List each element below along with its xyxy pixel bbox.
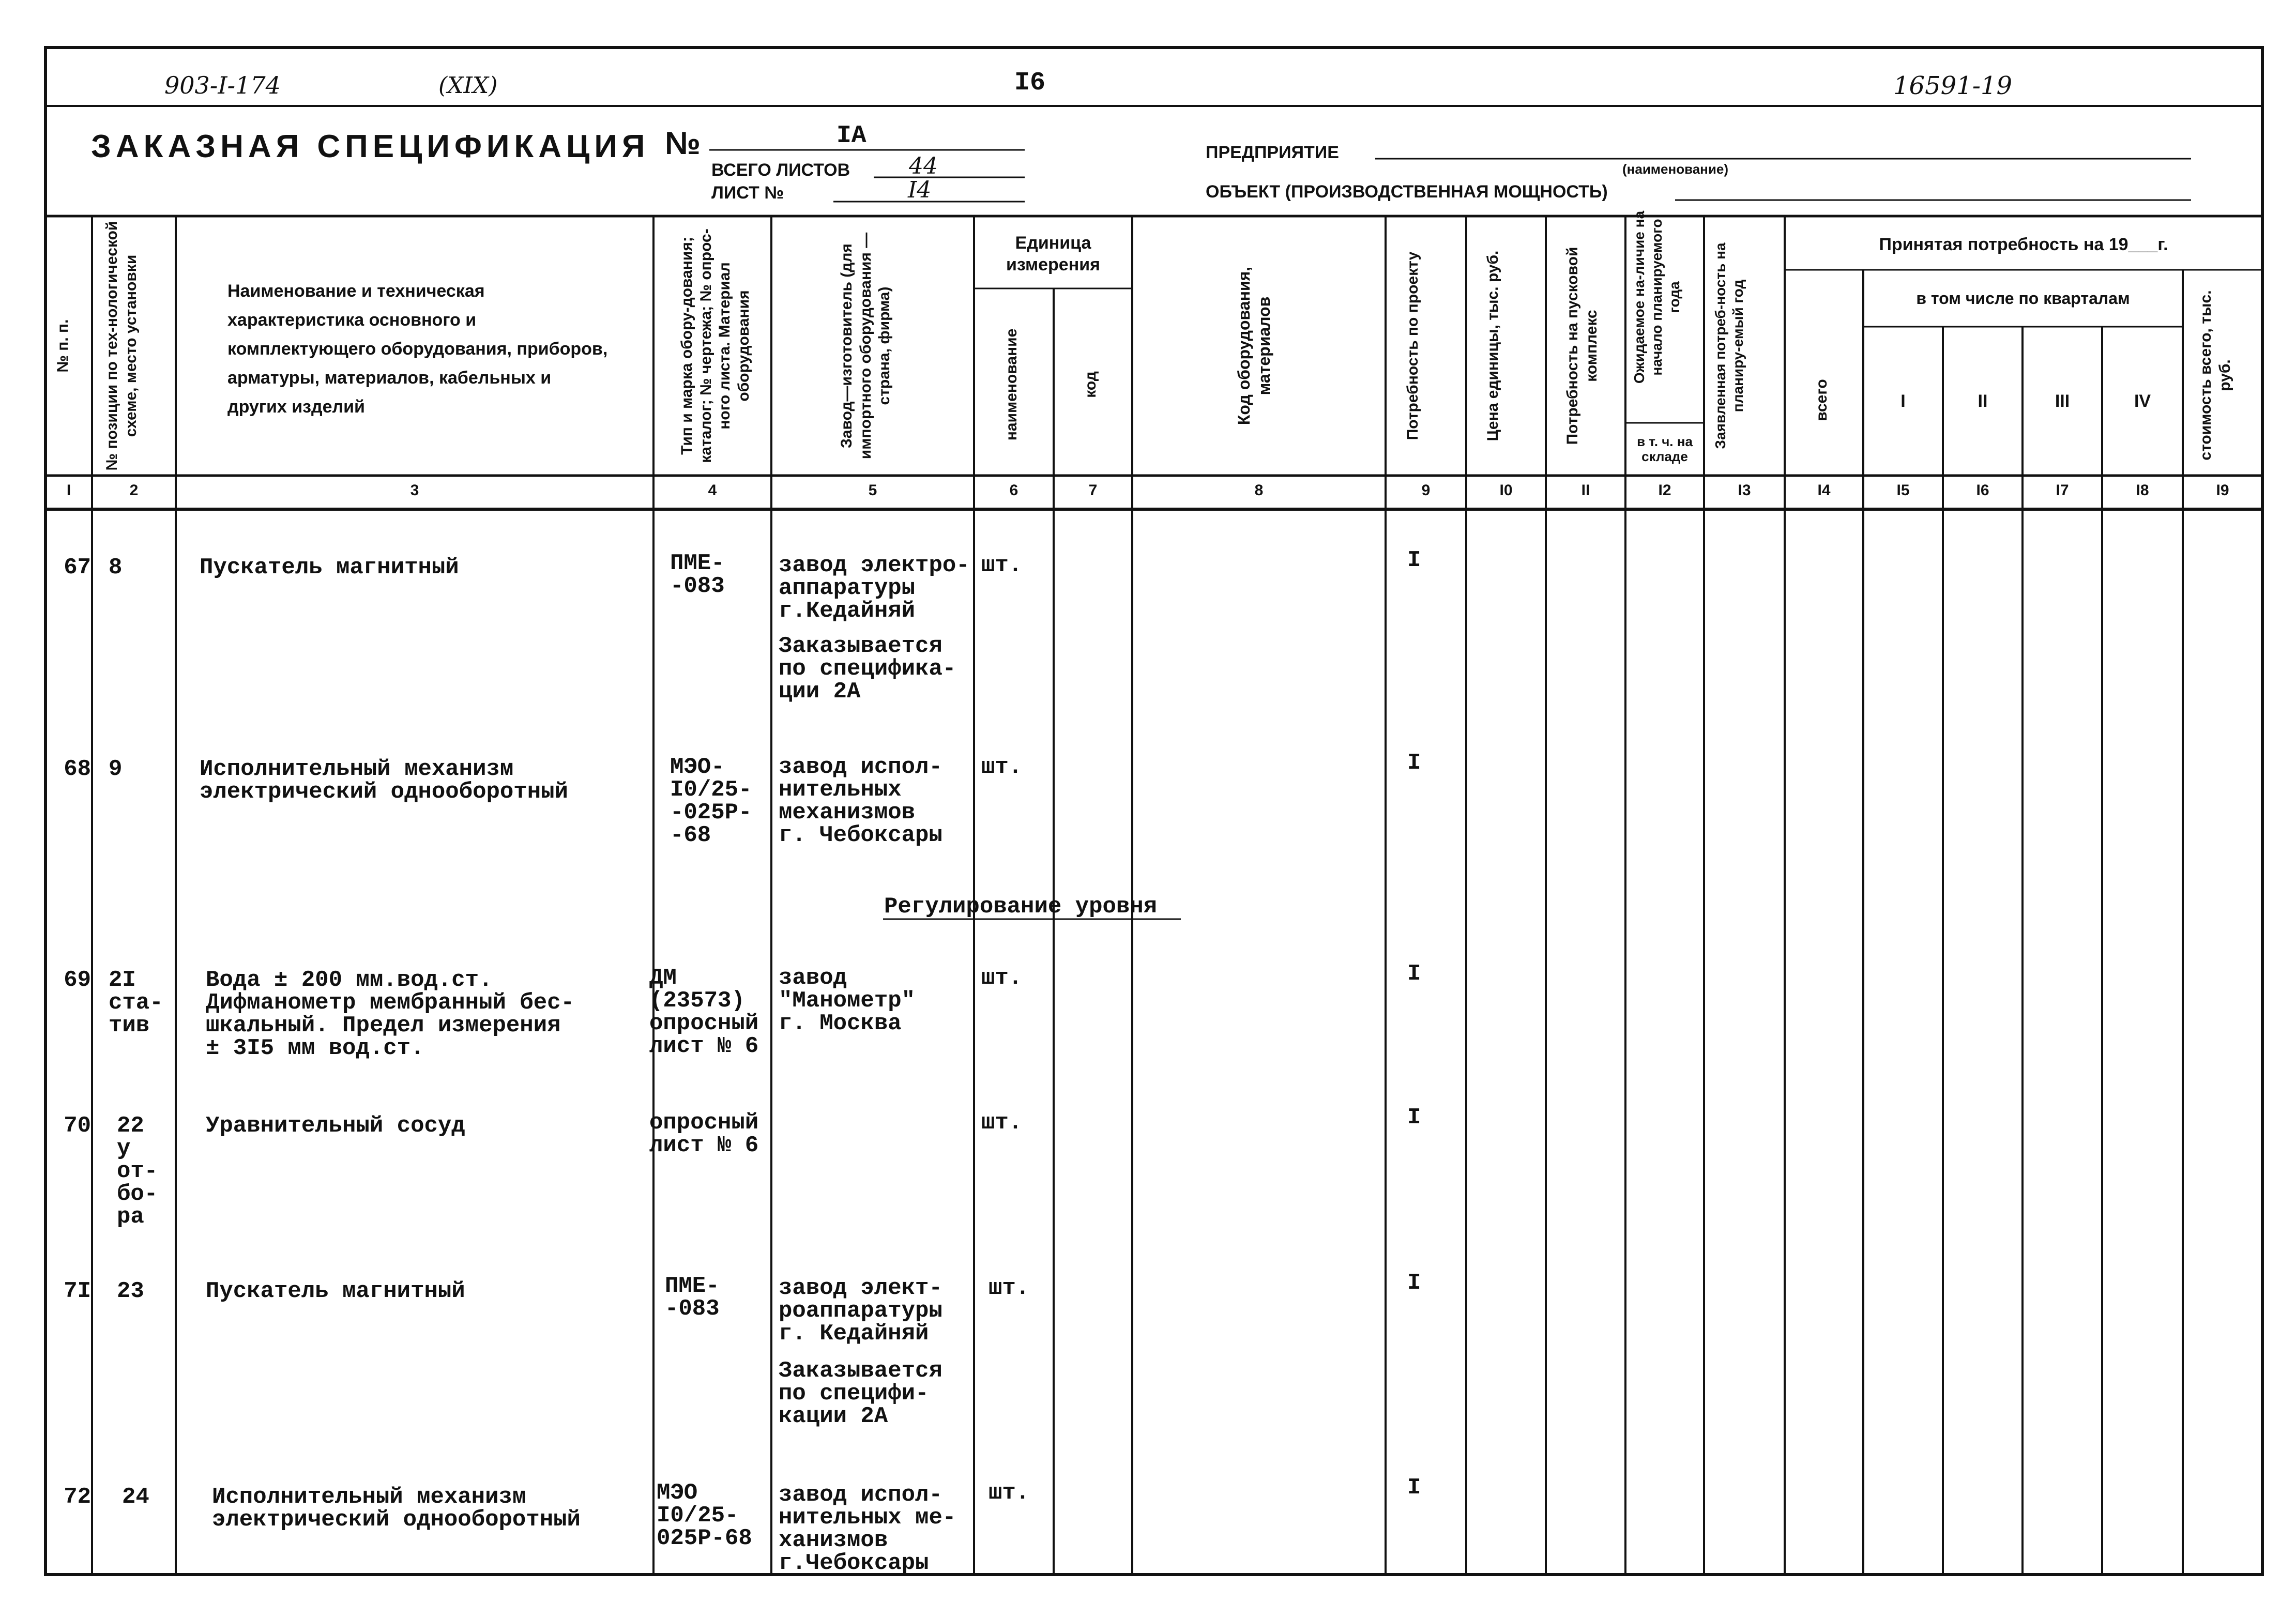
header-col-7: код [1082, 371, 1099, 398]
colnum-16: I6 [1976, 482, 1989, 499]
section-title: Регулирование уровня [884, 894, 1158, 920]
row-number: 67 [64, 555, 91, 581]
row-unit: шт. [981, 1110, 1023, 1136]
row-quantity: I [1407, 547, 1421, 573]
row-type: ДМ (23573) опросный лист № 6 [649, 965, 759, 1059]
row-type: ПМЕ- -083 [665, 1273, 720, 1322]
row-name: Вода ± 200 мм.вод.ст. Дифманометр мембранный бес- шкальный. Предел измерения ± 3I5 мм вод.ст. [206, 967, 574, 1061]
row-maker: завод испол- нительных ме- ханизмов г.Чебоксары [779, 1482, 956, 1576]
header-col-12-sub: в т. ч. на складе [1637, 434, 1693, 464]
colnum-12: I2 [1658, 482, 1671, 499]
document-title: ЗАКАЗНАЯ СПЕЦИФИКАЦИЯ [91, 129, 650, 164]
row-name: Уравнительный сосуд [206, 1113, 465, 1139]
colnum-15: I5 [1896, 482, 1910, 499]
colnum-4: 4 [708, 482, 717, 499]
row-name: Исполнительный механизм электрический однооборотный [200, 756, 568, 805]
colnum-7: 7 [1088, 482, 1098, 499]
header-unit-group: Единица измерения [1006, 233, 1100, 274]
header-col-1: № п. п. [54, 319, 71, 373]
header-col-14: всего [1813, 379, 1830, 421]
row-quantity: I [1407, 750, 1421, 776]
total-sheets-label: ВСЕГО ЛИСТОВ [711, 160, 850, 180]
total-sheets-value: 44 [909, 153, 938, 179]
header-col-3: Наименование и техническая характеристика основного и комплектующего оборудования, приборов, арматуры, материалов, кабельных и других изделий [227, 281, 608, 417]
row-quantity: I [1407, 1270, 1421, 1296]
colnum-2: 2 [129, 482, 139, 499]
header-col-6: наименование [1003, 328, 1020, 441]
doc-number: 16591-19 [1893, 71, 2012, 100]
row-position: 9 [109, 756, 123, 782]
colnum-18: I8 [2136, 482, 2149, 499]
colnum-17: I7 [2056, 482, 2069, 499]
row-name: Пускатель магнитный [206, 1278, 465, 1304]
colnum-9: 9 [1421, 482, 1431, 499]
row-number: 72 [64, 1484, 91, 1510]
row-maker: завод "Манометр" г. Москва [779, 965, 916, 1036]
header-col-9: Потребность по проекту [1404, 251, 1421, 440]
row-note: Заказывается по спецификa- ции 2А [779, 633, 956, 705]
row-type: МЭО I0/25- 025Р-68 [657, 1480, 752, 1551]
header-accepted: Принятая потребность на 19___г. [1879, 234, 2168, 254]
row-note: Заказывается по специфи- кации 2А [779, 1358, 942, 1429]
name-hint: (наименование) [1622, 161, 1728, 177]
row-number: 7I [64, 1278, 91, 1304]
row-type: МЭО- I0/25- -025Р- -68 [670, 754, 752, 848]
colnum-3: 3 [410, 482, 419, 499]
row-type: опросный лист № 6 [649, 1110, 759, 1158]
row-maker: завод электро- аппаратуры г.Кедайняй [779, 553, 970, 624]
header-col-5: Завод—изготовитель (для импортного оборудования —страна, фирма) [838, 232, 893, 460]
colnum-1: I [66, 482, 71, 499]
spec-number: IA [837, 122, 866, 150]
project-code: 903-I-174 [164, 71, 281, 99]
colnum-13: I3 [1738, 482, 1751, 499]
row-maker: завод элект- роаппаратуры г. Кедайняй [779, 1275, 942, 1347]
row-unit: шт. [981, 553, 1023, 578]
row-position: 22 у от- бо- ра [117, 1113, 158, 1230]
row-number: 68 [64, 756, 91, 782]
colnum-6: 6 [1009, 482, 1018, 499]
header-col-10: Цена единицы, тыс. руб. [1484, 250, 1501, 441]
row-position: 2I ста- тив [109, 967, 163, 1039]
header-q2: II [1978, 391, 1988, 411]
object-label: ОБЪЕКТ (ПРОИЗВОДСТВЕННАЯ МОЩНОСТЬ) [1206, 182, 1608, 202]
colnum-14: I4 [1817, 482, 1831, 499]
row-quantity: I [1407, 1475, 1421, 1501]
colnum-19: I9 [2216, 482, 2229, 499]
row-position: 24 [122, 1484, 149, 1510]
row-quantity: I [1407, 1105, 1421, 1131]
header-col-2: № позиции по тех-нологической схеме, место установки [103, 221, 140, 471]
sheet-value: I4 [908, 177, 932, 203]
row-position: 23 [117, 1278, 144, 1304]
header-col-8: Код оборудования, материалов [1235, 266, 1274, 425]
header-quarters: в том числе по кварталам [1916, 289, 2130, 308]
row-unit: шт. [989, 1275, 1030, 1301]
row-number: 70 [64, 1113, 91, 1139]
number-sign: № [665, 126, 701, 161]
row-name: Исполнительный механизм электрический однооборотный [212, 1484, 581, 1533]
header-q4: IV [2134, 391, 2151, 411]
row-unit: шт. [981, 965, 1023, 991]
row-number: 69 [64, 967, 91, 993]
colnum-11: II [1581, 482, 1590, 499]
colnum-5: 5 [868, 482, 877, 499]
page-number: I6 [1014, 68, 1046, 98]
row-name: Пускатель магнитный [200, 555, 459, 581]
header-col-19: стоимость всего, тыс. руб. [2197, 290, 2233, 461]
row-position: 8 [109, 555, 123, 581]
row-quantity: I [1407, 961, 1421, 987]
header-col-4: Тип и марка обору-дования; каталог; № чертежа; № опрос-ного листа. Материал оборудования [678, 228, 752, 463]
header-q3: III [2055, 391, 2070, 411]
header-col-13: Заявленная потреб-ность на планиру-емый год [1712, 242, 1746, 449]
album-number: (XIX) [438, 72, 498, 99]
header-col-11: Потребность на пусковой комплекс [1564, 247, 1600, 445]
colnum-10: I0 [1499, 482, 1513, 499]
row-maker: завод испол- нительных механизмов г. Чебоксары [779, 754, 942, 848]
header-col-12: Ожидаемое на-личие на начало планируемого года [1631, 210, 1683, 384]
row-unit: шт. [989, 1480, 1030, 1506]
row-unit: шт. [981, 754, 1023, 780]
enterprise-label: ПРЕДПРИЯТИЕ [1206, 143, 1339, 162]
row-type: ПМЕ- -083 [670, 551, 725, 599]
colnum-8: 8 [1254, 482, 1264, 499]
sheet-label: ЛИСТ № [711, 183, 784, 203]
header-q1: I [1900, 391, 1906, 411]
